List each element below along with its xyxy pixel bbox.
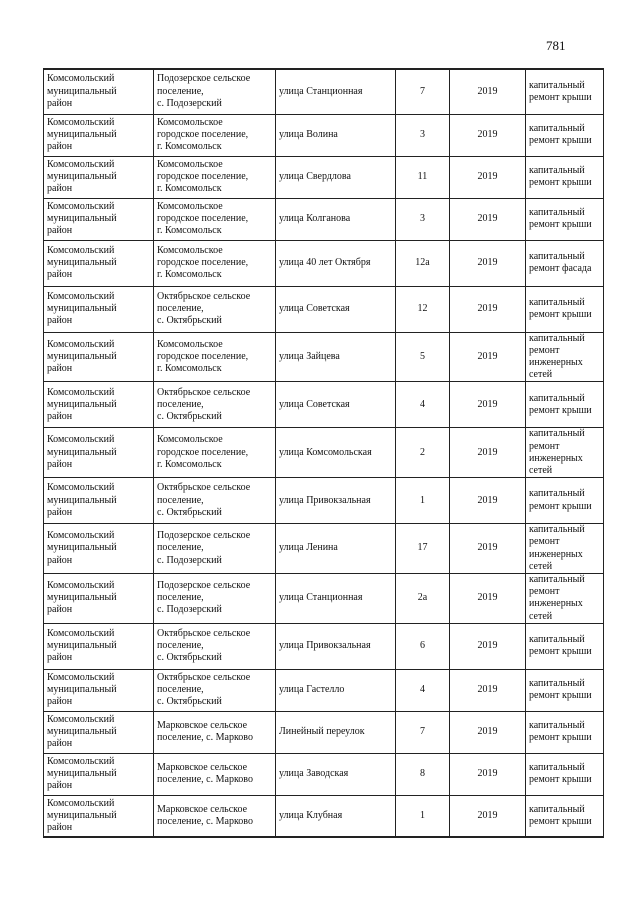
table-row xyxy=(44,478,604,524)
work-type-cell: капитальный ремонт фасада xyxy=(526,240,604,286)
work-type-cell: капитальный ремонт крыши xyxy=(526,795,604,837)
table-body xyxy=(44,69,604,837)
street-cell: улица Привокзальная xyxy=(276,623,396,669)
year-cell: 2019 xyxy=(450,478,526,524)
year-cell: 2019 xyxy=(450,428,526,478)
house-number-cell: 7 xyxy=(396,711,450,753)
year-cell: 2019 xyxy=(450,382,526,428)
year-cell: 2019 xyxy=(450,332,526,382)
year-cell: 2019 xyxy=(450,114,526,156)
district-cell: Комсомольский муниципальный район xyxy=(44,240,154,286)
street-cell: улица 40 лет Октября xyxy=(276,240,396,286)
table-row xyxy=(44,156,604,198)
street-cell: улица Советская xyxy=(276,382,396,428)
district-cell: Комсомольский муниципальный район xyxy=(44,478,154,524)
year-cell: 2019 xyxy=(450,753,526,795)
district-cell: Комсомольский муниципальный район xyxy=(44,795,154,837)
settlement-cell: Октябрьское сельское поселение, с. Октябрьский xyxy=(154,623,276,669)
year-cell: 2019 xyxy=(450,711,526,753)
district-cell: Комсомольский муниципальный район xyxy=(44,69,154,114)
house-number-cell: 1 xyxy=(396,478,450,524)
table-row xyxy=(44,286,604,332)
street-cell: улица Клубная xyxy=(276,795,396,837)
table-row xyxy=(44,198,604,240)
work-type-cell: капитальный ремонт крыши xyxy=(526,114,604,156)
street-cell: улица Ленина xyxy=(276,524,396,574)
table-row xyxy=(44,753,604,795)
table-row xyxy=(44,711,604,753)
street-cell: улица Привокзальная xyxy=(276,478,396,524)
district-cell: Комсомольский муниципальный район xyxy=(44,623,154,669)
house-number-cell: 7 xyxy=(396,69,450,114)
district-cell: Комсомольский муниципальный район xyxy=(44,428,154,478)
work-type-cell: капитальный ремонт инженерных сетей xyxy=(526,524,604,574)
district-cell: Комсомольский муниципальный район xyxy=(44,711,154,753)
settlement-cell: Октябрьское сельское поселение, с. Октябрьский xyxy=(154,286,276,332)
settlement-cell: Комсомольское городское поселение, г. Комсомольск xyxy=(154,428,276,478)
table-row xyxy=(44,332,604,382)
house-number-cell: 11 xyxy=(396,156,450,198)
work-type-cell: капитальный ремонт крыши xyxy=(526,198,604,240)
year-cell: 2019 xyxy=(450,198,526,240)
settlement-cell: Подозерское сельское поселение, с. Подозерский xyxy=(154,69,276,114)
street-cell: улица Советская xyxy=(276,286,396,332)
house-number-cell: 3 xyxy=(396,198,450,240)
settlement-cell: Комсомольское городское поселение, г. Комсомольск xyxy=(154,156,276,198)
year-cell: 2019 xyxy=(450,156,526,198)
work-type-cell: капитальный ремонт крыши xyxy=(526,286,604,332)
work-type-cell: капитальный ремонт крыши xyxy=(526,156,604,198)
year-cell: 2019 xyxy=(450,240,526,286)
house-number-cell: 12а xyxy=(396,240,450,286)
page-number: 781 xyxy=(546,38,566,53)
street-cell: улица Волина xyxy=(276,114,396,156)
work-type-cell: капитальный ремонт крыши xyxy=(526,623,604,669)
street-cell: улица Колганова xyxy=(276,198,396,240)
settlement-cell: Комсомольское городское поселение, г. Комсомольск xyxy=(154,114,276,156)
house-number-cell: 4 xyxy=(396,382,450,428)
house-number-cell: 1 xyxy=(396,795,450,837)
district-cell: Комсомольский муниципальный район xyxy=(44,156,154,198)
settlement-cell: Октябрьское сельское поселение, с. Октябрьский xyxy=(154,382,276,428)
settlement-cell: Марковское сельское поселение, с. Марково xyxy=(154,711,276,753)
table-row xyxy=(44,795,604,837)
table-row xyxy=(44,114,604,156)
work-type-cell: капитальный ремонт крыши xyxy=(526,753,604,795)
street-cell: улица Комсомольская xyxy=(276,428,396,478)
district-cell: Комсомольский муниципальный район xyxy=(44,669,154,711)
table-row xyxy=(44,524,604,574)
house-number-cell: 8 xyxy=(396,753,450,795)
settlement-cell: Подозерское сельское поселение, с. Подозерский xyxy=(154,573,276,623)
work-type-cell: капитальный ремонт крыши xyxy=(526,711,604,753)
house-number-cell: 2а xyxy=(396,573,450,623)
year-cell: 2019 xyxy=(450,286,526,332)
year-cell: 2019 xyxy=(450,69,526,114)
street-cell: улица Гастелло xyxy=(276,669,396,711)
year-cell: 2019 xyxy=(450,573,526,623)
house-number-cell: 6 xyxy=(396,623,450,669)
work-type-cell: капитальный ремонт инженерных сетей xyxy=(526,428,604,478)
house-number-cell: 12 xyxy=(396,286,450,332)
work-type-cell: капитальный ремонт инженерных сетей xyxy=(526,332,604,382)
work-type-cell: капитальный ремонт инженерных сетей xyxy=(526,573,604,623)
house-number-cell: 3 xyxy=(396,114,450,156)
district-cell: Комсомольский муниципальный район xyxy=(44,573,154,623)
table-row xyxy=(44,623,604,669)
house-number-cell: 17 xyxy=(396,524,450,574)
district-cell: Комсомольский муниципальный район xyxy=(44,198,154,240)
settlement-cell: Октябрьское сельское поселение, с. Октябрьский xyxy=(154,478,276,524)
street-cell: улица Заводская xyxy=(276,753,396,795)
district-cell: Комсомольский муниципальный район xyxy=(44,753,154,795)
settlement-cell: Комсомольское городское поселение, г. Комсомольск xyxy=(154,240,276,286)
table-row xyxy=(44,382,604,428)
work-type-cell: капитальный ремонт крыши xyxy=(526,69,604,114)
table-row xyxy=(44,240,604,286)
settlement-cell: Комсомольское городское поселение, г. Комсомольск xyxy=(154,198,276,240)
table-row xyxy=(44,573,604,623)
street-cell: улица Станционная xyxy=(276,69,396,114)
work-type-cell: капитальный ремонт крыши xyxy=(526,669,604,711)
street-cell: улица Зайцева xyxy=(276,332,396,382)
table-row xyxy=(44,428,604,478)
year-cell: 2019 xyxy=(450,669,526,711)
district-cell: Комсомольский муниципальный район xyxy=(44,524,154,574)
district-cell: Комсомольский муниципальный район xyxy=(44,286,154,332)
work-type-cell: капитальный ремонт крыши xyxy=(526,478,604,524)
district-cell: Комсомольский муниципальный район xyxy=(44,332,154,382)
year-cell: 2019 xyxy=(450,524,526,574)
settlement-cell: Комсомольское городское поселение, г. Комсомольск xyxy=(154,332,276,382)
year-cell: 2019 xyxy=(450,795,526,837)
street-cell: улица Свердлова xyxy=(276,156,396,198)
house-number-cell: 4 xyxy=(396,669,450,711)
settlement-cell: Марковское сельское поселение, с. Марково xyxy=(154,753,276,795)
repair-register-table xyxy=(43,68,604,838)
table-row xyxy=(44,669,604,711)
district-cell: Комсомольский муниципальный район xyxy=(44,382,154,428)
work-type-cell: капитальный ремонт крыши xyxy=(526,382,604,428)
settlement-cell: Октябрьское сельское поселение, с. Октябрьский xyxy=(154,669,276,711)
house-number-cell: 5 xyxy=(396,332,450,382)
settlement-cell: Подозерское сельское поселение, с. Подозерский xyxy=(154,524,276,574)
year-cell: 2019 xyxy=(450,623,526,669)
table-row xyxy=(44,69,604,114)
street-cell: Линейный переулок xyxy=(276,711,396,753)
street-cell: улица Станционная xyxy=(276,573,396,623)
settlement-cell: Марковское сельское поселение, с. Марково xyxy=(154,795,276,837)
district-cell: Комсомольский муниципальный район xyxy=(44,114,154,156)
house-number-cell: 2 xyxy=(396,428,450,478)
